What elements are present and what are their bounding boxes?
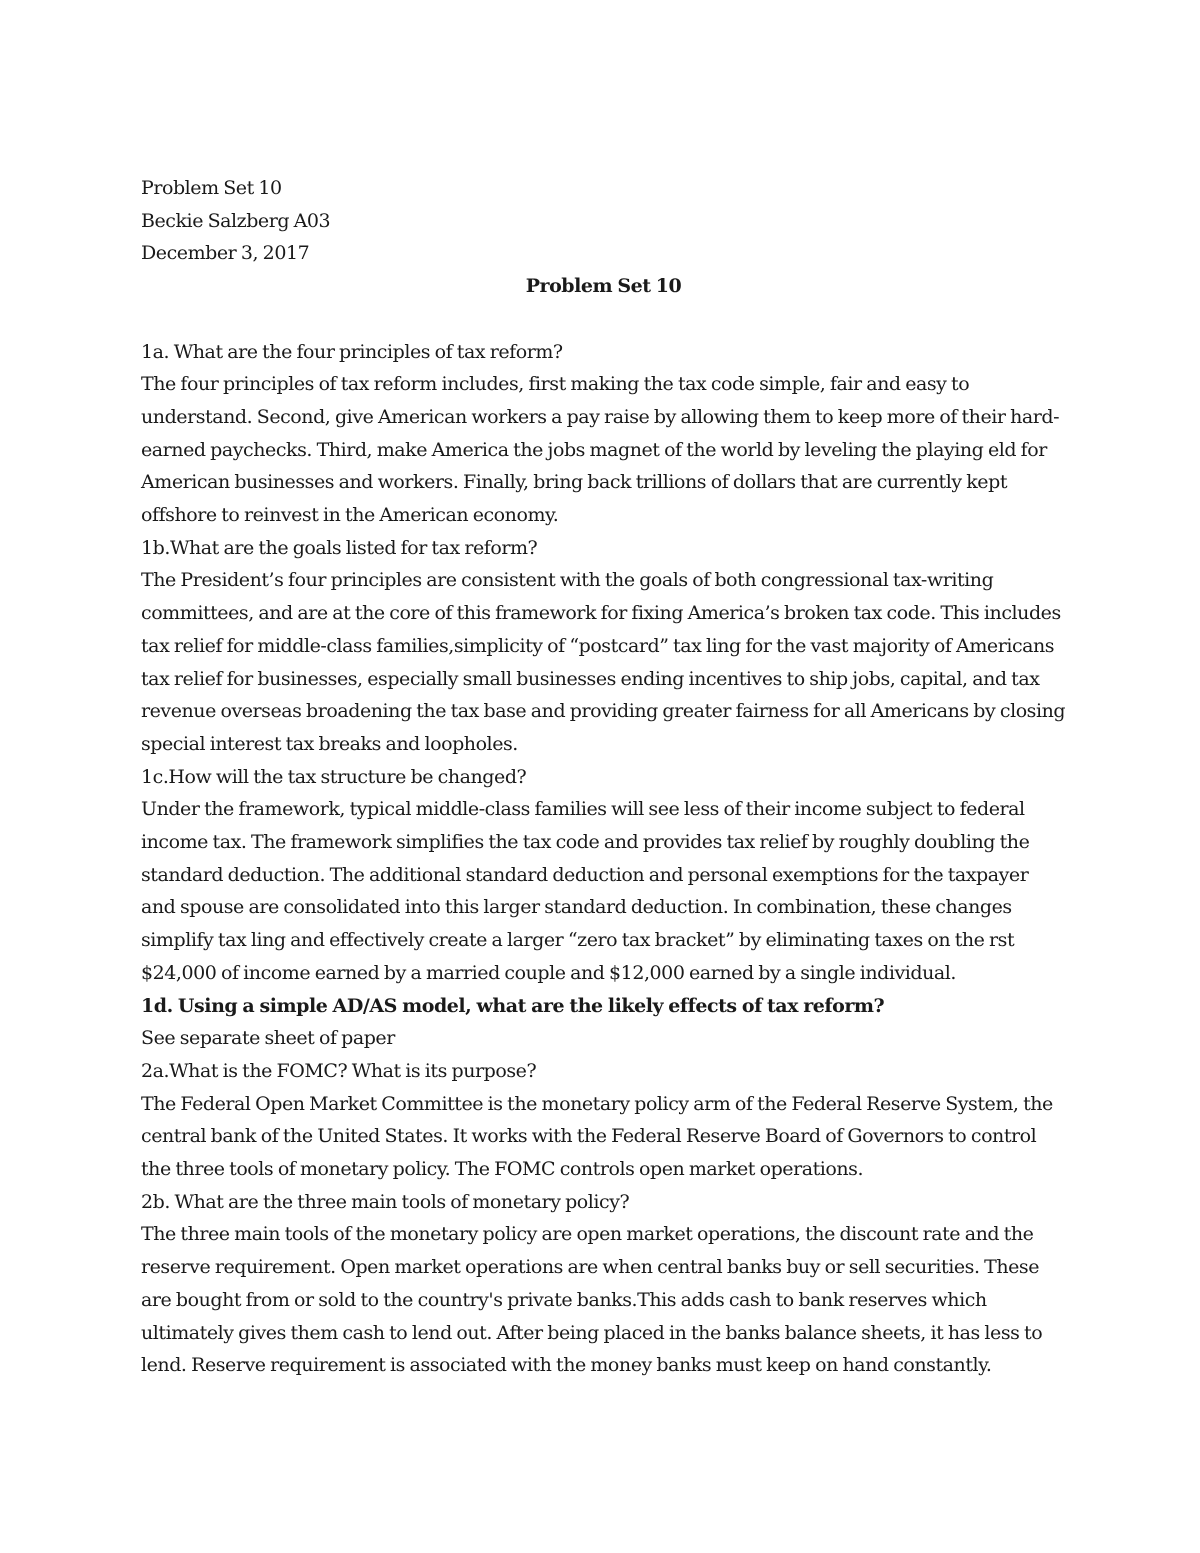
answer-1b: The President’s four principles are consistent with the goals of both congressional tax-writing committees, and are at the core of this framework for fixing America’s broken tax code. This includes tax relief for middle-class families,simplicity of “postcard” tax ling for the vast majority of Americans tax relief for businesses, especially small businesses ending incentives to ship jobs, capital, and tax revenue overseas broadening the tax base and providing greater fairness for all Americans by closing special interest tax breaks and loopholes.: [141, 569, 1066, 755]
document-page: [141, 172, 1066, 1382]
question-2b: 2b. What are the three main tools of monetary policy?: [141, 1190, 630, 1213]
question-1c: 1c.How will the tax structure be changed?: [141, 765, 527, 788]
question-1b: 1b.What are the goals listed for tax reform?: [141, 536, 538, 559]
answer-1a: The four principles of tax reform includes, first making the tax code simple, fair and easy to understand. Second, give American workers a pay raise by allowing them to keep more of their hard-earned paychecks. Third, make America the jobs magnet of the world by leveling the playing eld for American businesses and workers. Finally, bring back trillions of dollars that are currently kept offshore to reinvest in the American economy.: [141, 373, 1060, 527]
header-author: Beckie Salzberg A03: [141, 209, 331, 232]
question-2a: 2a.What is the FOMC? What is its purpose?: [141, 1059, 537, 1082]
header-assignment: Problem Set 10: [141, 177, 282, 199]
question-1a: 1a. What are the four principles of tax reform?: [141, 340, 563, 363]
answer-1d: See separate sheet of paper: [141, 1027, 395, 1050]
question-1d: 1d. Using a simple AD/AS model, what are the likely effects of tax reform?: [141, 994, 885, 1017]
document-title: Problem Set 10: [525, 275, 682, 298]
answer-2a: The Federal Open Market Committee is the monetary policy arm of the Federal Reserve System, the central bank of the United States. It works with the Federal Reserve Board of Governors to control the three tools of monetary policy. The FOMC controls open market operations.: [141, 1092, 1053, 1181]
answer-1c: Under the framework, typical middle-class families will see less of their income subject to federal income tax. The framework simplifies the tax code and provides tax relief by roughly doubling the standard deduction. The additional standard deduction and personal exemptions for the taxpayer and spouse are consolidated into this larger standard deduction. In combination, these changes simplify tax ling and effectively create a larger “zero tax bracket” by eliminating taxes on the rst $24,000 of income earned by a married couple and $12,000 earned by a single individual.: [141, 798, 1030, 984]
answer-2b: The three main tools of the monetary policy are open market operations, the discount rate and the reserve requirement. Open market operations are when central banks buy or sell securities. These are bought from or sold to the country's private banks.This adds cash to bank reserves which ultimately gives them cash to lend out. After being placed in the banks balance sheets, it has less to lend. Reserve requirement is associated with the money banks must keep on hand constantly.: [141, 1223, 1043, 1377]
header-date: December 3, 2017: [141, 242, 310, 265]
